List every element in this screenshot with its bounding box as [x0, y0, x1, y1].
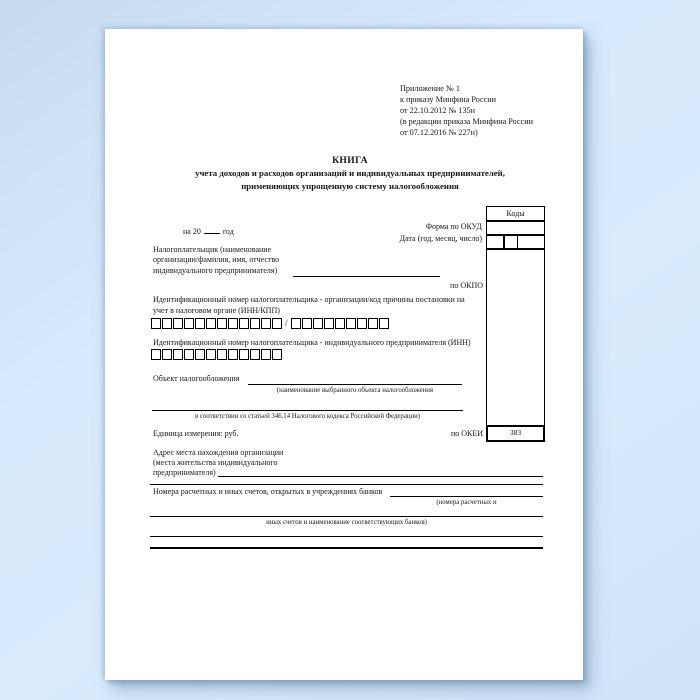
inn-ip-digit-cell [261, 349, 271, 360]
kpp-digit-cell [291, 318, 301, 329]
kpp-digit-cell [368, 318, 378, 329]
inn-ip-label: Идентификационный номер налогоплательщика - индивидуального предпринимателя (ИНН) [153, 338, 471, 347]
appendix-line: от 22.10.2012 № 135н [400, 106, 476, 115]
form-title-sub1: учета доходов и расходов организаций и индивидуальных предпринимателей, [195, 168, 505, 178]
form-title [135, 154, 565, 193]
inn-digit-cell [195, 318, 205, 329]
taxpayer-label-line: индивидуального предпринимателя) [153, 265, 278, 275]
kpp-digit-cell [302, 318, 312, 329]
okud-value-cell [487, 222, 544, 236]
taxpayer-label-line: Налогоплательщик (наименование [153, 245, 272, 254]
codes-header: Коды [487, 207, 544, 222]
bottom-rule [150, 547, 543, 549]
inn-ip-digit-cell [272, 349, 282, 360]
inn-kpp-label [153, 295, 488, 316]
inn-ip-digit-cell [228, 349, 238, 360]
okei-value-cell: 383 [486, 425, 545, 442]
okpo-label: по ОКПО [450, 281, 483, 290]
inn-ip-digit-cell [250, 349, 260, 360]
address-label [153, 448, 283, 477]
okei-label: по ОКЕИ [450, 429, 483, 438]
appendix-line: от 07.12.2016 № 227н) [400, 128, 478, 137]
taxpayer-fill-line [293, 276, 440, 277]
kpp-digit-cell [324, 318, 334, 329]
form-page [105, 29, 583, 680]
form-title-sub2: применяющих упрощенную систему налогообложения [241, 181, 459, 191]
inn-kpp-separator: / [285, 318, 288, 328]
inn-ip-digit-cell [195, 349, 205, 360]
inn-ip-cells [151, 349, 282, 360]
address-fill-line [218, 476, 543, 477]
appendix-line: к приказу Минфина России [400, 95, 497, 104]
inn-digit-cell [228, 318, 238, 329]
date-value-cell [487, 236, 544, 250]
date-label: Дата (год, месяц, число) [399, 234, 482, 243]
unit-label: Единица измерения: руб. [153, 429, 239, 438]
inn-ip-digit-cell [151, 349, 161, 360]
address-label-line: (места жительства индивидуального [153, 457, 278, 467]
tax-object-fill-line2 [152, 410, 463, 411]
inn-ip-digit-cell [184, 349, 194, 360]
inn-digit-cell [239, 318, 249, 329]
inn-digit-cell [151, 318, 161, 329]
inn-digit-cell [184, 318, 194, 329]
appendix-line: (в редакции приказа Минфина России [400, 117, 533, 126]
inn-ip-digit-cell [162, 349, 172, 360]
kpp-digit-cell [379, 318, 389, 329]
inn-ip-digit-cell [217, 349, 227, 360]
address-fill-line2 [150, 484, 543, 485]
tax-object-fill-line [248, 384, 462, 385]
codes-box [486, 206, 545, 442]
accounts-label: Номера расчетных и иных счетов, открытых в учреждениях банков [153, 487, 383, 496]
date-year-cell [487, 236, 505, 248]
kpp-digit-cell [335, 318, 345, 329]
appendix-line: Приложение № 1 [400, 84, 460, 93]
taxpayer-label [153, 245, 279, 276]
inn-digit-cell [206, 318, 216, 329]
kpp-digit-cell [313, 318, 323, 329]
year-prefix: на 20 [183, 227, 201, 236]
address-label-line: Адрес места нахождения организации [153, 448, 284, 457]
inn-kpp-cells [151, 317, 389, 329]
accounts-note1: (номера расчетных и [436, 499, 497, 506]
inn-digit-cell [217, 318, 227, 329]
date-day-cell [518, 236, 544, 248]
inn-digit-cell [250, 318, 260, 329]
tax-object-label: Объект налогообложения [153, 374, 240, 383]
accounts-fill-line [390, 496, 543, 497]
date-month-cell [505, 236, 518, 248]
inn-digit-cell [162, 318, 172, 329]
inn-digit-cell [272, 318, 282, 329]
accounts-fill-line3 [150, 536, 543, 537]
kpp-digit-cell [346, 318, 356, 329]
year-suffix: год [222, 227, 234, 236]
inn-ip-digit-cell [206, 349, 216, 360]
accounts-fill-line2 [150, 516, 543, 517]
appendix-block [400, 83, 533, 138]
inn-digit-cell [173, 318, 183, 329]
kpp-digit-cell [357, 318, 367, 329]
inn-ip-digit-cell [239, 349, 249, 360]
tax-object-note1: (наименование выбранного объекта налогообложения [276, 387, 434, 394]
inn-kpp-label-line: учет в налоговом органе (ИНН/КПП) [153, 305, 280, 315]
tax-object-note2: в соответствии со статьей 346.14 Налогового кодекса Российской Федерации) [194, 413, 421, 420]
inn-ip-digit-cell [173, 349, 183, 360]
codes-empty-area [487, 250, 544, 426]
inn-kpp-label-line: Идентификационный номер налогоплательщика - организации/код причины постановки на [153, 295, 465, 304]
address-label-line: предпринимателя) [153, 467, 216, 477]
taxpayer-label-line: организации/фамилия, имя, отчество [153, 255, 280, 265]
accounts-note2: иных счетов и наименование соответствующих банков) [266, 519, 427, 526]
year-line [183, 225, 234, 237]
year-fill-line [204, 225, 220, 234]
form-okud-label: Форма по ОКУД [425, 222, 482, 231]
form-title-main: КНИГА [332, 155, 368, 166]
inn-digit-cell [261, 318, 271, 329]
